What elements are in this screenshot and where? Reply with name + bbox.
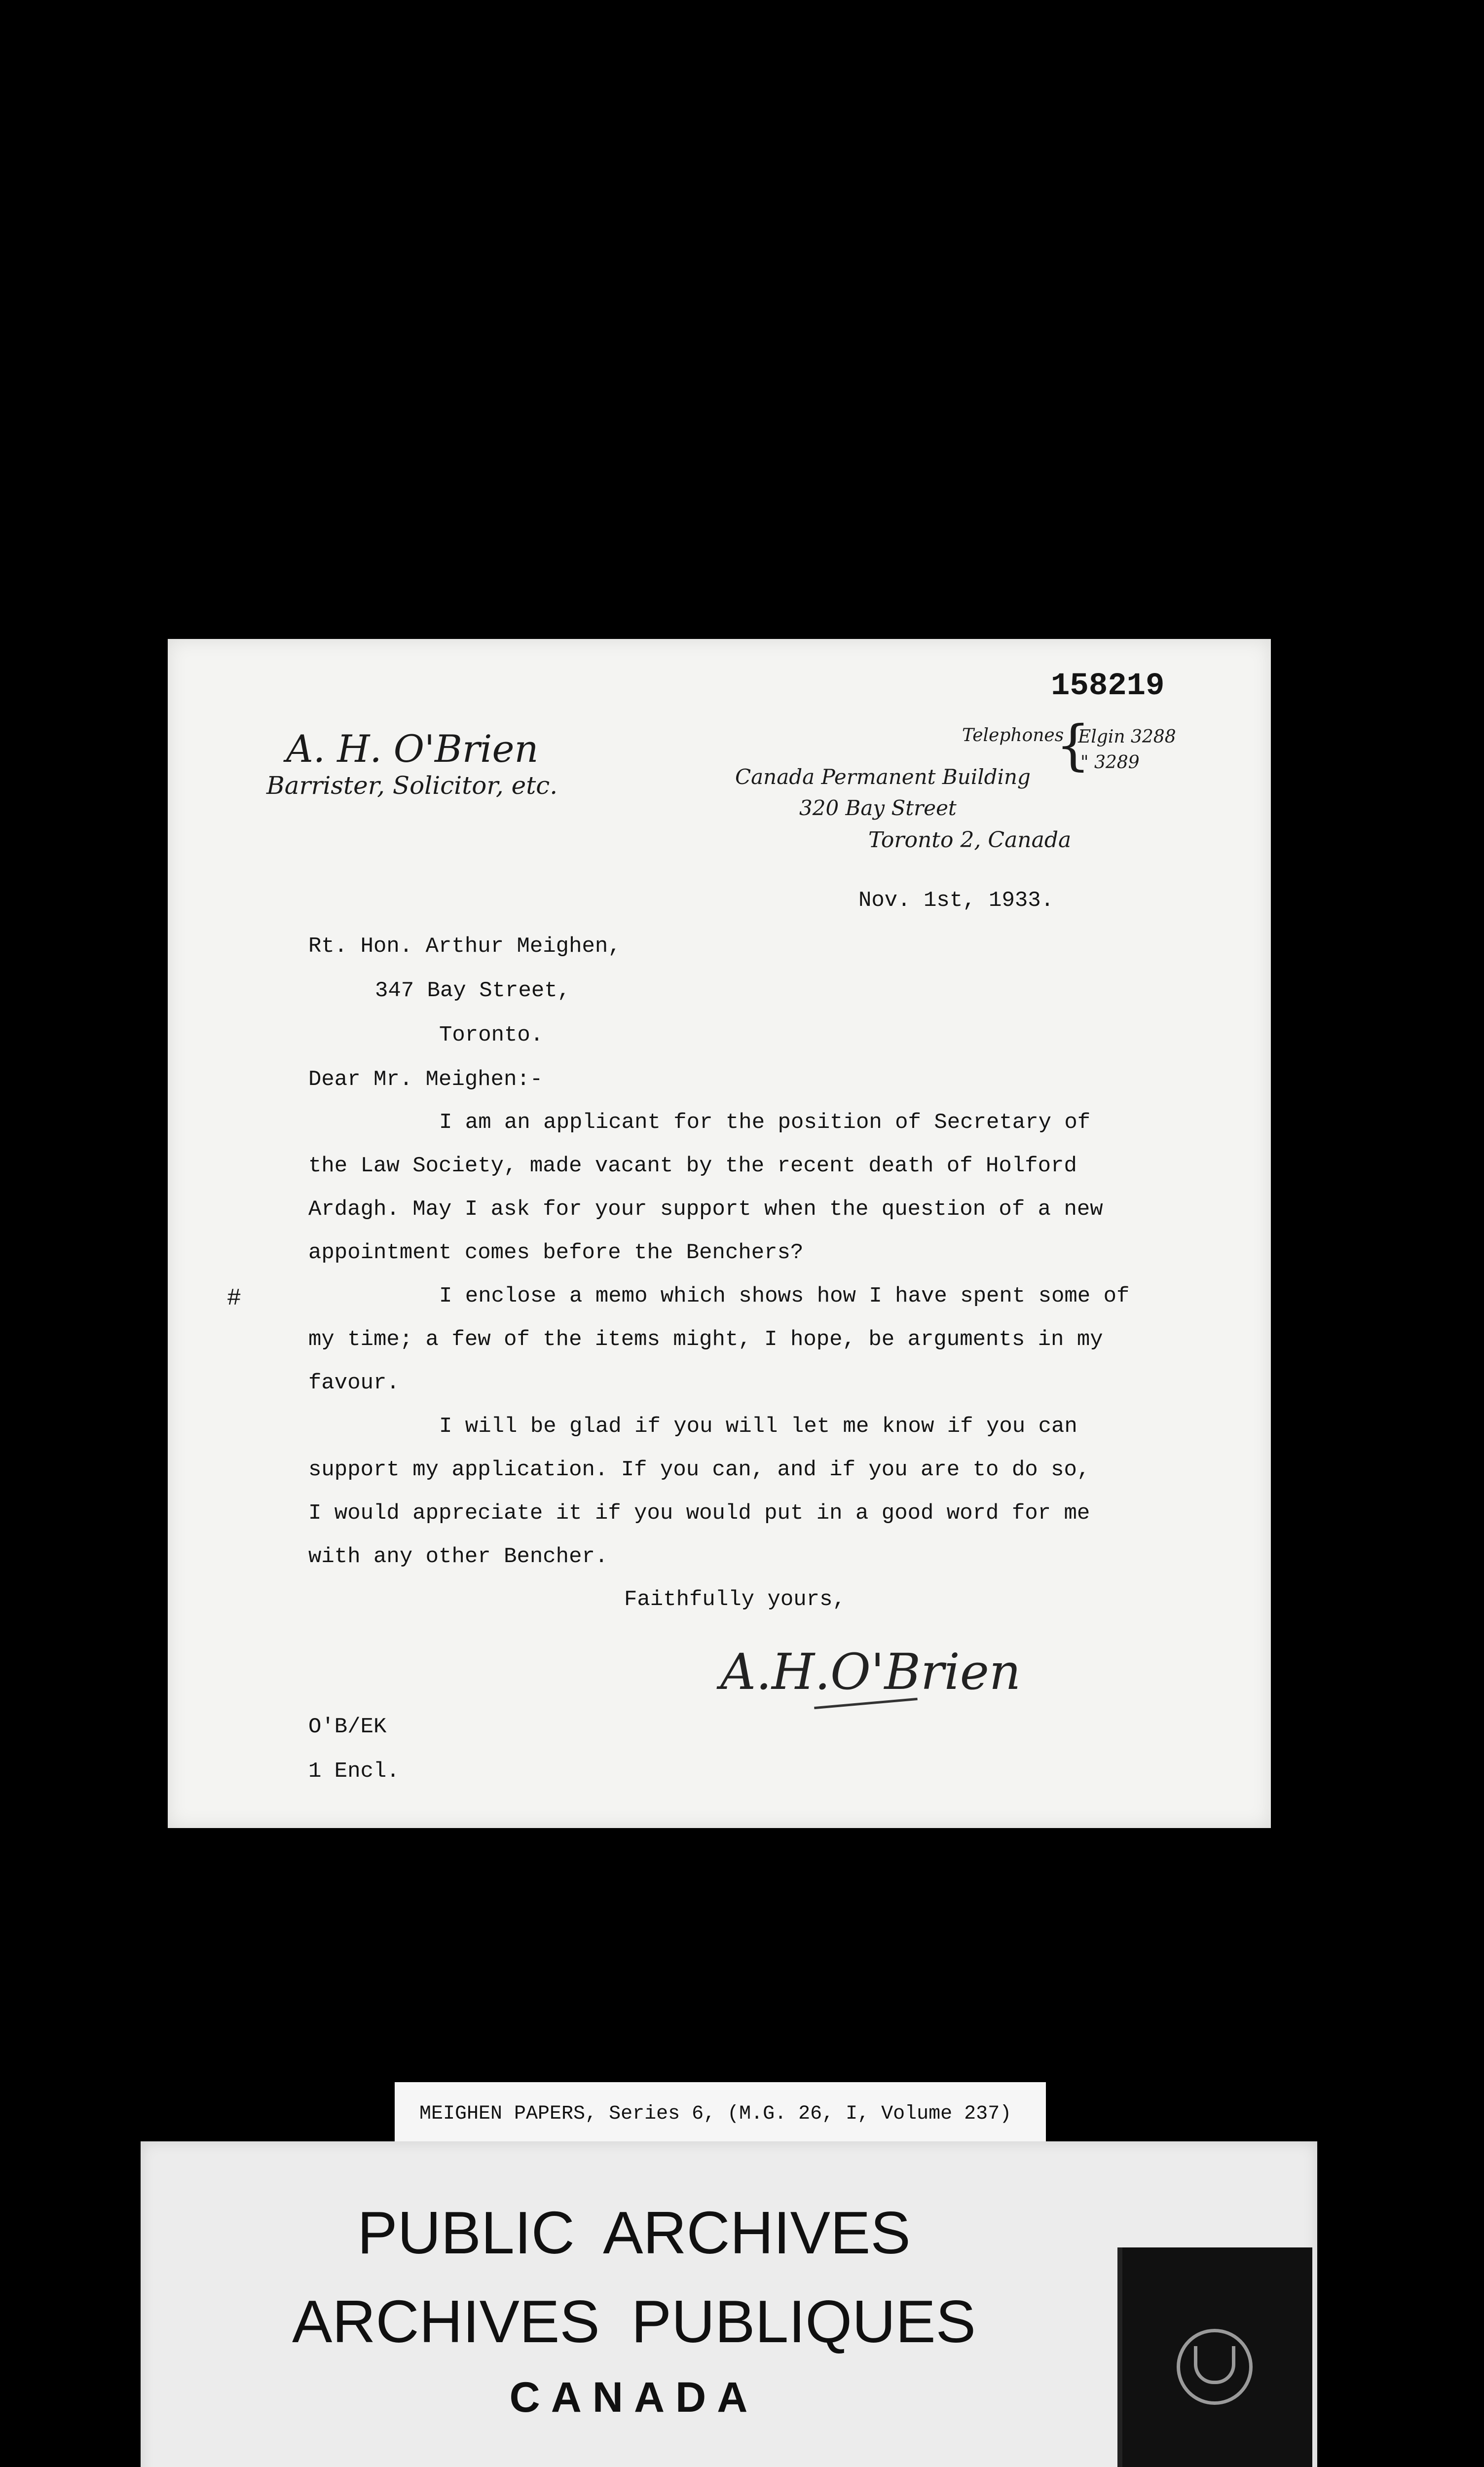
enclosure: 1 Encl. [308, 1759, 400, 1784]
archive-line-3: CANADA [509, 2374, 759, 2421]
archive-line-1: PUBLIC ARCHIVES [357, 2199, 911, 2266]
address-line-2: 320 Bay Street [799, 796, 957, 820]
salutation: Dear Mr. Meighen:- [308, 1067, 543, 1092]
archive-line-2: ARCHIVES PUBLIQUES [292, 2288, 976, 2355]
document-number: 158219 [1051, 669, 1165, 704]
telephones-label: Telephones [962, 725, 1064, 746]
recipient-line-2: 347 Bay Street, [375, 978, 571, 1003]
body-line: I will be glad if you will let me know if you can [439, 1414, 1077, 1439]
body-line: with any other Bencher. [308, 1544, 608, 1569]
closing: Faithfully yours, [624, 1587, 846, 1612]
body-line: appointment comes before the Benchers? [308, 1240, 804, 1265]
letter-date: Nov. 1st, 1933. [858, 888, 1054, 913]
archive-logo-panel [1117, 2247, 1312, 2467]
initials: O'B/EK [308, 1715, 387, 1739]
telephone-1: Elgin 3288 [1078, 727, 1176, 747]
recipient-line-1: Rt. Hon. Arthur Meighen, [308, 934, 621, 959]
address-line-1: Canada Permanent Building [735, 765, 1031, 789]
letterhead-profession: Barrister, Solicitor, etc. [266, 771, 558, 800]
body-line: support my application. If you can, and if you are to do so, [308, 1458, 1090, 1482]
body-line: my time; a few of the items might, I hope, be arguments in my [308, 1327, 1103, 1352]
body-line: I enclose a memo which shows how I have spent some of [439, 1284, 1130, 1308]
archive-logo-icon [1177, 2329, 1253, 2405]
signature: A.H.O'Brien [720, 1643, 1021, 1701]
margin-mark: # [227, 1285, 241, 1312]
recipient-line-3: Toronto. [439, 1023, 544, 1047]
letterhead-name: A. H. O'Brien [286, 727, 539, 771]
archive-logo-inner [1194, 2346, 1235, 2384]
body-line: I would appreciate it if you would put in a good word for me [308, 1501, 1090, 1526]
address-line-3: Toronto 2, Canada [868, 827, 1072, 853]
reference-label: MEIGHEN PAPERS, Series 6, (M.G. 26, I, Volume 237) [419, 2103, 1012, 2125]
body-line: the Law Society, made vacant by the recent death of Holford [308, 1154, 1077, 1178]
letter-page [168, 639, 1271, 1828]
body-line: Ardagh. May I ask for your support when the question of a new [308, 1197, 1103, 1222]
body-line: I am an applicant for the position of Secretary of [439, 1110, 1091, 1135]
archive-card [141, 2141, 1317, 2467]
body-line: favour. [308, 1371, 400, 1395]
telephone-2: " 3289 [1080, 752, 1140, 773]
reference-strip [395, 2082, 1046, 2141]
brace-icon: { [1056, 713, 1090, 777]
